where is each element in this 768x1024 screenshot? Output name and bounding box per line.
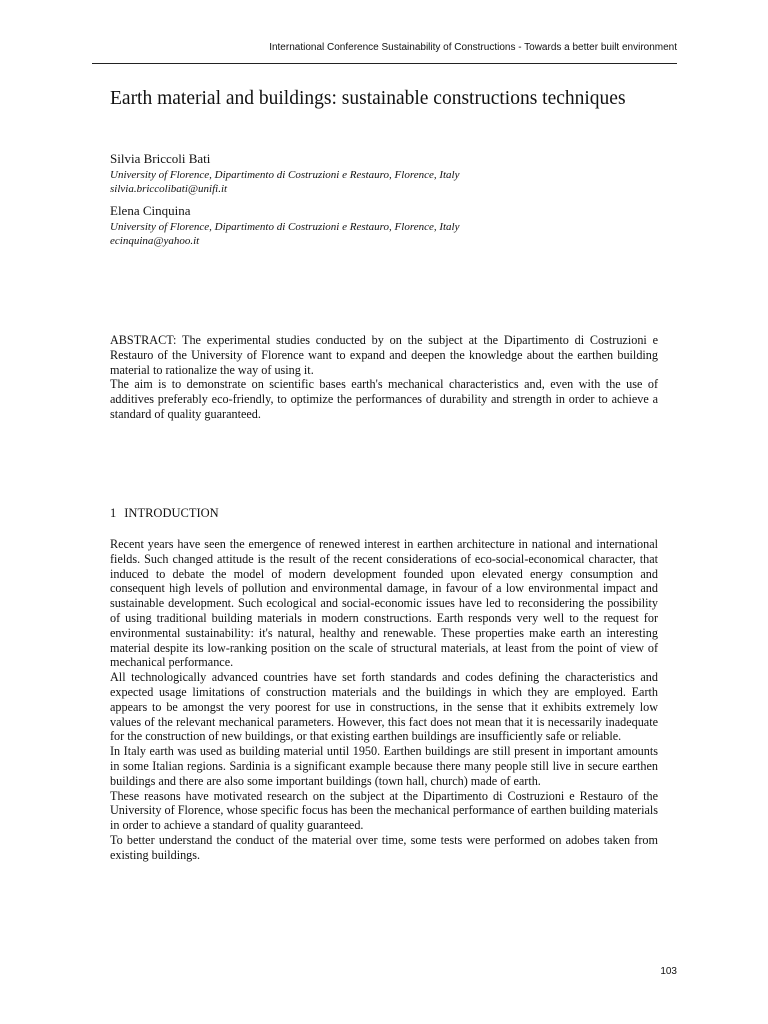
body-paragraph: To better understand the conduct of the material over time, some tests were performed on adobes taken from existing buildings. [110,832,658,862]
author-email: silvia.briccolibati@unifi.it [110,182,228,195]
body-paragraph: These reasons have motivated research on the subject at the Dipartimento di Costruzioni e Restauro of the University of Florence, whose specific focus has been the mechanical performance of earthen building materials in order to achieve a standard of quality guaranteed. [110,788,658,833]
author-block [110,151,670,196]
body-paragraph: All technologically advanced countries have set forth standards and codes defining the characteristics and expected usage limitations of construction materials and the buildings in which they are employed. Earth appears to be amongst the very poorest for use in constructions, in the sense that it exhibits extremely low values of the relevant mechanical parameters. However, this fact does not mean that it is necessarily inadequate for the construction of new buildings, or that existing earthen buildings are insufficiently safe or reliable. [110,670,658,744]
page-number: 103 [660,966,677,977]
author-affiliation: University of Florence, Dipartimento di Costruzioni e Restauro, Florence, Italy [110,221,460,233]
author-affiliation: University of Florence, Dipartimento di Costruzioni e Restauro, Florence, Italy [110,169,460,181]
running-header: International Conference Sustainability of Constructions - Towards a better built environment [269,42,677,53]
author-email: ecinquina@yahoo.it [110,234,200,247]
abstract [110,333,658,422]
header-rule [92,63,677,64]
author-name: Elena Cinquina [110,203,191,218]
author-name: Silvia Briccoli Bati [110,151,211,166]
paper-title: Earth material and buildings: sustainable constructions techniques [110,88,626,109]
abstract-paragraph: The aim is to demonstrate on scientific bases earth's mechanical characteristics and, even with the use of additives preferably eco-friendly, to optimize the performances of durability and strength in order to achieve a standard of quality guaranteed. [110,377,658,421]
section-number: 1 [110,506,117,520]
body-paragraph: Recent years have seen the emergence of renewed interest in earthen architecture in national and international fields. Such changed attitude is the result of the recent considerations of eco-social-economical character, that induced to debate the model of modern development founded upon elevated energy consumption and consequent high levels of pollution and environmental damage, in favour of a low environmental impact and sustainable development. Such ecological and social-economic issues have led to reconsidering the possibility of using traditional building materials in modern constructions. Earth responds very well to the request for environmental sustainability: it's natural, healthy and renewable. These properties make earth an interesting material despite its low-ranking position on the scale of structural materials, at least from the point of view of mechanical performance. [110,537,658,670]
author-block [110,203,670,248]
introduction-body [110,537,658,863]
section-heading [110,506,219,521]
body-paragraph: In Italy earth was used as building material until 1950. Earthen buildings are still present in important amounts in some Italian regions. Sardinia is a significant example because there many people still live in secure earthen buildings and there are also some important buildings (town hall, church) made of earth. [110,744,658,788]
section-title: INTRODUCTION [124,506,219,520]
abstract-paragraph: ABSTRACT: The experimental studies conducted by on the subject at the Dipartimento di Costruzioni e Restauro of the University of Florence want to expand and deepen the knowledge about the earthen building material to rationalize the way of using it. [110,333,658,377]
